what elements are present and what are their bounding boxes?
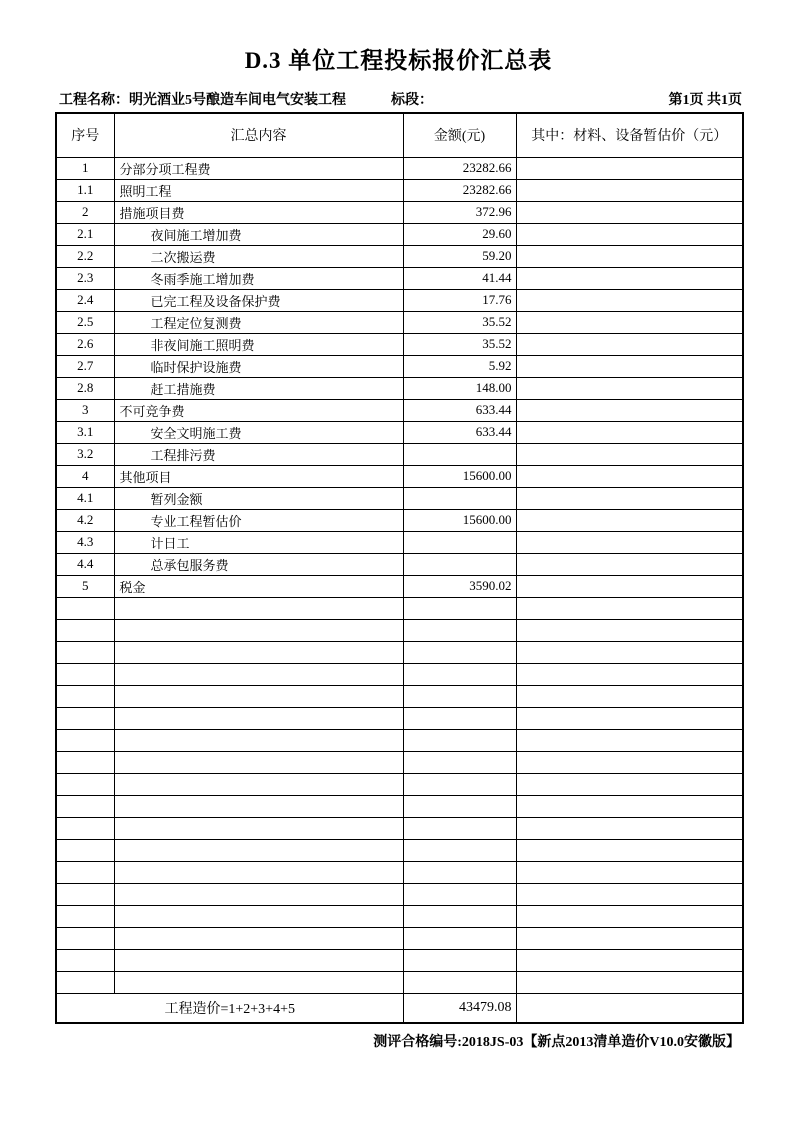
row-content-cell: 冬雨季施工增加费: [114, 267, 403, 289]
row-no-cell: 2.4: [56, 289, 114, 311]
page-title: D.3 单位工程投标报价汇总表: [244, 48, 553, 73]
row-amount-cell: [403, 443, 516, 465]
row-estimate-cell: [516, 377, 743, 399]
empty-cell: [114, 663, 403, 685]
empty-cell: [403, 751, 516, 773]
empty-cell: [56, 839, 114, 861]
row-amount-cell: 59.20: [403, 245, 516, 267]
row-content-cell: 专业工程暂估价: [114, 509, 403, 531]
project-name-label: 工程名称：: [59, 93, 129, 108]
row-content-cell: 工程定位复测费: [114, 311, 403, 333]
empty-cell: [56, 817, 114, 839]
empty-cell: [516, 883, 743, 905]
row-no-cell: 3.1: [56, 421, 114, 443]
row-no-cell: 2.5: [56, 311, 114, 333]
row-amount-cell: [403, 531, 516, 553]
table-row: [56, 465, 743, 487]
row-estimate-cell: [516, 333, 743, 355]
table-header: [56, 113, 743, 157]
row-no-cell: 3: [56, 399, 114, 421]
table-row: [56, 575, 743, 597]
table-row: [56, 267, 743, 289]
table-row: [56, 487, 743, 509]
row-amount-cell: 15600.00: [403, 509, 516, 531]
row-no-cell: 2: [56, 201, 114, 223]
empty-cell: [403, 685, 516, 707]
row-estimate-cell: [516, 201, 743, 223]
row-no-cell: 3.2: [56, 443, 114, 465]
empty-cell: [403, 971, 516, 993]
table-row: [56, 553, 743, 575]
row-amount-cell: 148.00: [403, 377, 516, 399]
empty-cell: [56, 883, 114, 905]
row-estimate-cell: [516, 553, 743, 575]
empty-cell: [56, 905, 114, 927]
empty-cell: [516, 641, 743, 663]
row-estimate-cell: [516, 421, 743, 443]
project-name-value: 明光酒业5号酿造车间电气安装工程: [129, 93, 346, 108]
total-row: [56, 993, 743, 1023]
empty-table-row: [56, 619, 743, 641]
row-content-cell: 二次搬运费: [114, 245, 403, 267]
empty-table-row: [56, 795, 743, 817]
empty-table-row: [56, 817, 743, 839]
row-estimate-cell: [516, 179, 743, 201]
empty-cell: [114, 839, 403, 861]
table-row: [56, 245, 743, 267]
row-no-cell: 2.1: [56, 223, 114, 245]
row-content-cell: 照明工程: [114, 179, 403, 201]
empty-cell: [114, 883, 403, 905]
empty-table-row: [56, 685, 743, 707]
empty-table-row: [56, 971, 743, 993]
empty-cell: [56, 751, 114, 773]
row-amount-cell: 17.76: [403, 289, 516, 311]
row-estimate-cell: [516, 355, 743, 377]
empty-cell: [56, 861, 114, 883]
certification-note: 测评合格编号:2018JS-03【新点2013清单造价V10.0安徽版】: [373, 1035, 740, 1050]
empty-cell: [403, 817, 516, 839]
empty-cell: [56, 773, 114, 795]
empty-cell: [516, 905, 743, 927]
row-no-cell: 4.4: [56, 553, 114, 575]
row-content-cell: 安全文明施工费: [114, 421, 403, 443]
empty-cell: [114, 905, 403, 927]
row-estimate-cell: [516, 399, 743, 421]
empty-cell: [516, 861, 743, 883]
row-estimate-cell: [516, 245, 743, 267]
empty-table-row: [56, 773, 743, 795]
row-content-cell: 总承包服务费: [114, 553, 403, 575]
empty-cell: [56, 619, 114, 641]
row-no-cell: 4: [56, 465, 114, 487]
row-content-cell: 夜间施工增加费: [114, 223, 403, 245]
empty-table-row: [56, 597, 743, 619]
row-content-cell: 其他项目: [114, 465, 403, 487]
row-estimate-cell: [516, 531, 743, 553]
table-row: [56, 311, 743, 333]
empty-cell: [516, 751, 743, 773]
row-content-cell: 工程排污费: [114, 443, 403, 465]
empty-cell: [516, 773, 743, 795]
empty-table-row: [56, 839, 743, 861]
empty-cell: [114, 597, 403, 619]
header-amount: 金额(元): [403, 113, 516, 157]
table-row: [56, 509, 743, 531]
empty-cell: [403, 949, 516, 971]
row-estimate-cell: [516, 289, 743, 311]
empty-cell: [114, 685, 403, 707]
row-estimate-cell: [516, 223, 743, 245]
row-content-cell: 税金: [114, 575, 403, 597]
empty-cell: [403, 597, 516, 619]
empty-cell: [56, 927, 114, 949]
row-amount-cell: 23282.66: [403, 179, 516, 201]
header-material-estimate: 其中：材料、设备暂估价（元）: [516, 113, 743, 157]
empty-cell: [516, 619, 743, 641]
empty-cell: [403, 905, 516, 927]
header-seq-no: 序号: [56, 113, 114, 157]
table-row: [56, 201, 743, 223]
empty-cell: [516, 729, 743, 751]
row-amount-cell: 23282.66: [403, 157, 516, 179]
row-estimate-cell: [516, 443, 743, 465]
row-amount-cell: 29.60: [403, 223, 516, 245]
table-row: [56, 443, 743, 465]
table-row: [56, 531, 743, 553]
row-amount-cell: 35.52: [403, 333, 516, 355]
header-summary-content: 汇总内容: [114, 113, 403, 157]
empty-cell: [114, 971, 403, 993]
empty-cell: [403, 729, 516, 751]
empty-cell: [516, 839, 743, 861]
info-row: [55, 89, 742, 109]
row-no-cell: 2.6: [56, 333, 114, 355]
empty-cell: [403, 619, 516, 641]
empty-cell: [403, 707, 516, 729]
header-row: [56, 113, 743, 157]
row-amount-cell: 372.96: [403, 201, 516, 223]
empty-table-row: [56, 707, 743, 729]
empty-cell: [56, 641, 114, 663]
empty-cell: [56, 663, 114, 685]
empty-table-row: [56, 861, 743, 883]
row-amount-cell: 15600.00: [403, 465, 516, 487]
row-no-cell: 1.1: [56, 179, 114, 201]
empty-cell: [516, 971, 743, 993]
empty-table-row: [56, 949, 743, 971]
total-amount-cell: 43479.08: [403, 993, 516, 1023]
row-amount-cell: 41.44: [403, 267, 516, 289]
table-row: [56, 355, 743, 377]
table-row: [56, 289, 743, 311]
empty-cell: [56, 597, 114, 619]
row-estimate-cell: [516, 311, 743, 333]
empty-cell: [516, 663, 743, 685]
empty-cell: [56, 685, 114, 707]
empty-cell: [56, 729, 114, 751]
empty-cell: [403, 927, 516, 949]
empty-cell: [403, 795, 516, 817]
row-estimate-cell: [516, 575, 743, 597]
empty-cell: [114, 795, 403, 817]
table-row: [56, 179, 743, 201]
empty-cell: [403, 839, 516, 861]
total-estimate-cell: [516, 993, 743, 1023]
empty-cell: [516, 927, 743, 949]
empty-cell: [403, 641, 516, 663]
total-label-cell: 工程造价=1+2+3+4+5: [56, 993, 403, 1023]
empty-cell: [114, 817, 403, 839]
empty-cell: [114, 641, 403, 663]
empty-table-row: [56, 751, 743, 773]
row-amount-cell: 633.44: [403, 421, 516, 443]
empty-cell: [516, 597, 743, 619]
row-no-cell: 2.7: [56, 355, 114, 377]
table-body: [56, 157, 743, 993]
row-estimate-cell: [516, 157, 743, 179]
info-left: [59, 89, 433, 109]
empty-cell: [56, 795, 114, 817]
table-row: [56, 377, 743, 399]
row-no-cell: 2.8: [56, 377, 114, 399]
row-no-cell: 4.1: [56, 487, 114, 509]
empty-cell: [114, 729, 403, 751]
empty-cell: [403, 663, 516, 685]
empty-cell: [114, 861, 403, 883]
row-no-cell: 4.3: [56, 531, 114, 553]
empty-cell: [516, 707, 743, 729]
empty-table-row: [56, 883, 743, 905]
row-no-cell: 2.2: [56, 245, 114, 267]
row-content-cell: 计日工: [114, 531, 403, 553]
empty-table-row: [56, 729, 743, 751]
empty-cell: [403, 861, 516, 883]
empty-table-row: [56, 663, 743, 685]
empty-table-row: [56, 905, 743, 927]
row-content-cell: 已完工程及设备保护费: [114, 289, 403, 311]
empty-cell: [114, 927, 403, 949]
bid-summary-table: [55, 112, 744, 1024]
row-estimate-cell: [516, 465, 743, 487]
empty-table-row: [56, 641, 743, 663]
table-row: [56, 421, 743, 443]
row-amount-cell: 633.44: [403, 399, 516, 421]
row-amount-cell: 35.52: [403, 311, 516, 333]
table-row: [56, 223, 743, 245]
row-content-cell: 暂列金额: [114, 487, 403, 509]
empty-cell: [516, 685, 743, 707]
row-content-cell: 非夜间施工照明费: [114, 333, 403, 355]
row-content-cell: 临时保护设施费: [114, 355, 403, 377]
row-content-cell: 措施项目费: [114, 201, 403, 223]
row-amount-cell: [403, 553, 516, 575]
row-content-cell: 赶工措施费: [114, 377, 403, 399]
empty-cell: [56, 971, 114, 993]
row-amount-cell: 3590.02: [403, 575, 516, 597]
row-no-cell: 1: [56, 157, 114, 179]
row-content-cell: 不可竞争费: [114, 399, 403, 421]
empty-cell: [403, 883, 516, 905]
empty-cell: [114, 949, 403, 971]
empty-cell: [56, 949, 114, 971]
row-no-cell: 5: [56, 575, 114, 597]
row-estimate-cell: [516, 487, 743, 509]
page-indicator: 第1页 共1页: [668, 93, 742, 108]
empty-cell: [114, 619, 403, 641]
empty-cell: [56, 707, 114, 729]
row-estimate-cell: [516, 509, 743, 531]
empty-cell: [516, 949, 743, 971]
empty-cell: [114, 773, 403, 795]
table-row: [56, 333, 743, 355]
row-no-cell: 2.3: [56, 267, 114, 289]
row-amount-cell: [403, 487, 516, 509]
row-no-cell: 4.2: [56, 509, 114, 531]
empty-cell: [516, 817, 743, 839]
empty-table-row: [56, 927, 743, 949]
table-row: [56, 157, 743, 179]
section-label: 标段：: [391, 93, 433, 108]
table-row: [56, 399, 743, 421]
empty-cell: [114, 751, 403, 773]
empty-cell: [516, 795, 743, 817]
empty-cell: [114, 707, 403, 729]
row-amount-cell: 5.92: [403, 355, 516, 377]
row-content-cell: 分部分项工程费: [114, 157, 403, 179]
row-estimate-cell: [516, 267, 743, 289]
empty-cell: [403, 773, 516, 795]
